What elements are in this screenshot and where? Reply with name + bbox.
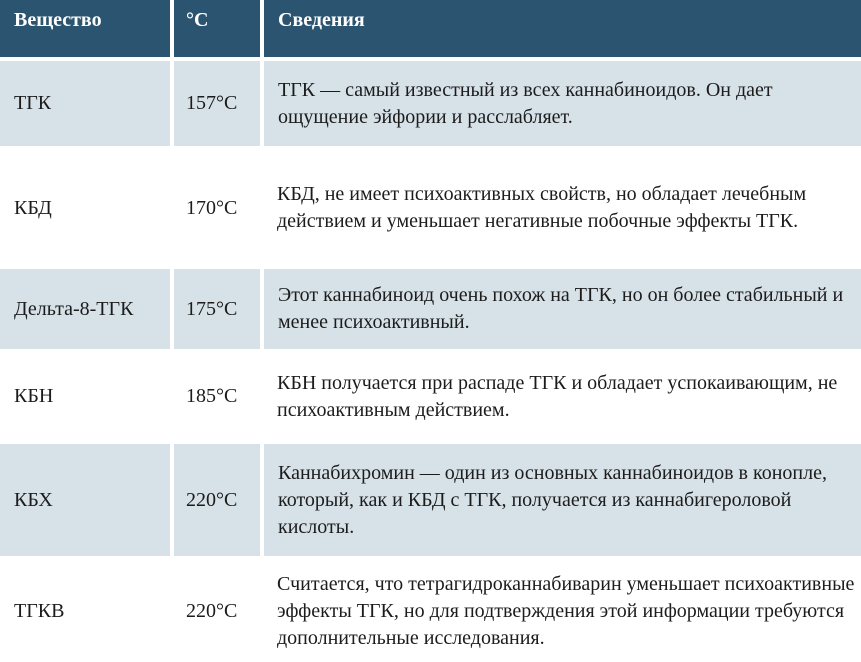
header-substance: Вещество [0,0,170,57]
row-5-substance: КБХ [0,444,170,556]
row-2-substance: КБД [0,150,170,266]
row-5-temp: 220°C [174,444,260,556]
row-4-substance: КБН [0,353,170,440]
row-5-info: Каннабихромин — один из основных каннабиноидов в конопле, который, как и КБД с ТГК, получается из каннабигероловой кислоты. [264,444,861,556]
row-1-info: ТГК — самый известный из всех каннабиноидов. Он дает ощущение эйфории и расслабляет. [264,61,861,146]
row-4-temp: 185°C [174,353,260,440]
row-1-temp: 157°C [174,61,260,146]
row-3-temp: 175°C [174,269,260,349]
header-info: Сведения [264,0,861,57]
row-6-temp: 220°C [174,560,260,662]
row-6-substance: ТГКВ [0,560,170,662]
row-1-substance: ТГК [0,61,170,146]
row-4-info: КБН получается при распаде ТГК и обладает успокаивающим, не психоактивным действием. [264,353,861,440]
header-temperature: °C [174,0,260,57]
row-6-info: Считается, что тетрагидроканнабиварин уменьшает психоактивные эффекты ТГК, но для подтверждения этой информации требуются дополнительные исследования. [264,560,861,662]
row-3-substance: Дельта-8-ТГК [0,269,170,349]
row-2-temp: 170°C [174,150,260,266]
row-2-info: КБД, не имеет психоактивных свойств, но обладает лечебным действием и уменьшает негативные побочные эффекты ТГК. [264,150,861,266]
row-3-info: Этот каннабиноид очень похож на ТГК, но он более стабильный и менее психоактивный. [264,269,861,349]
